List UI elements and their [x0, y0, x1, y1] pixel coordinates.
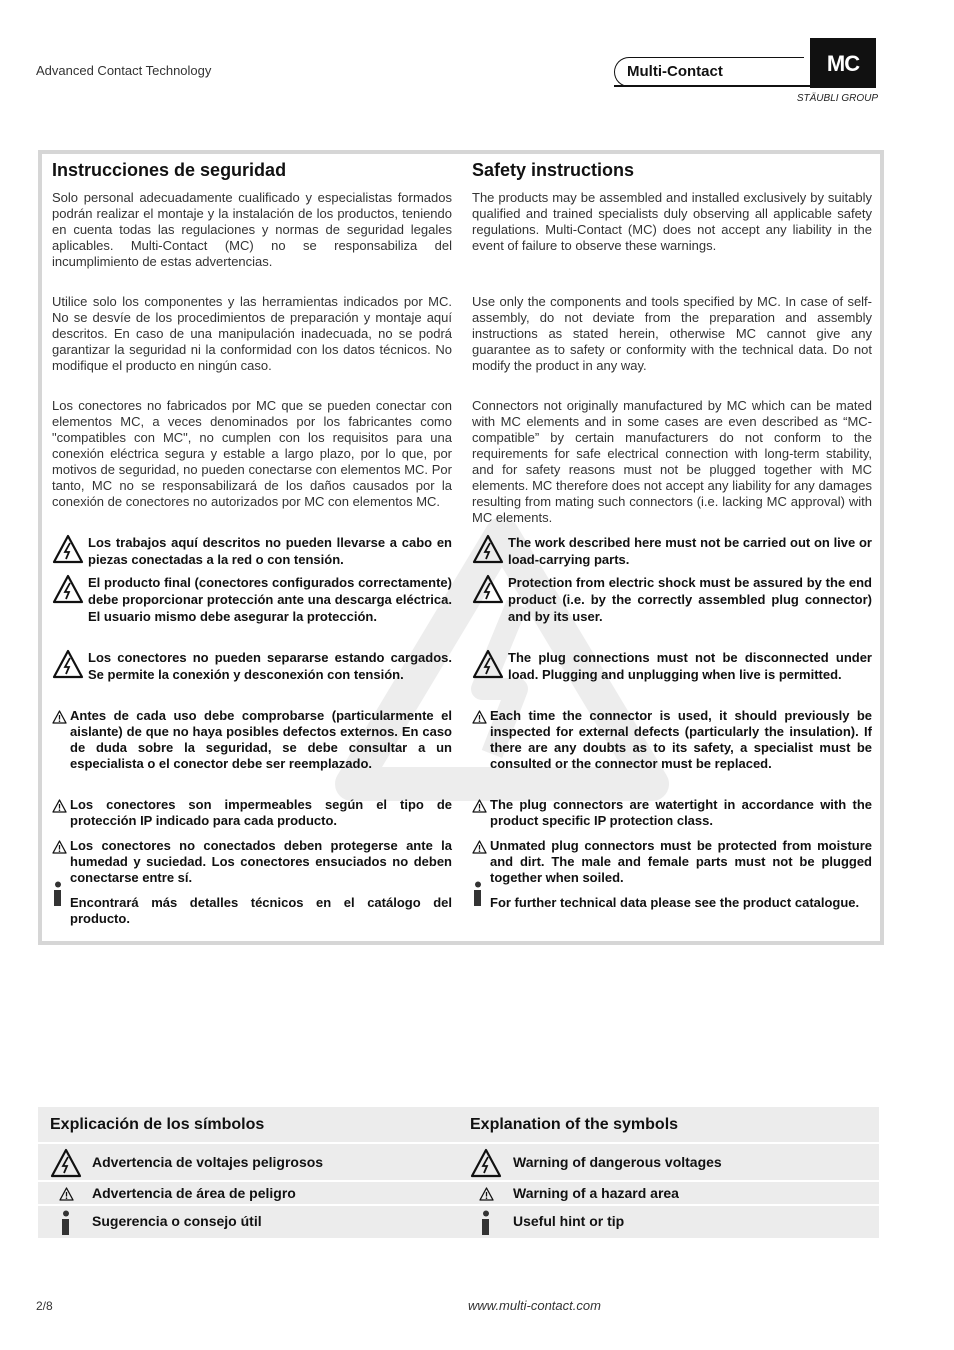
voltage-warning-icon [472, 649, 504, 679]
hazard-warning-es-1: Antes de cada uso debe comprobarse (particularmente el aislante) de que no haya posibles defectos externos. En caso de duda sobre la seguridad, se debe consultar a un especialista o el conector debe ser reemplazado. [52, 708, 452, 772]
voltage-warning-icon [470, 1148, 502, 1178]
symbol-row-hazard [38, 1180, 879, 1204]
voltage-warning-es-1: Los trabajos aquí descritos no pueden llevarse a cabo en piezas conectadas a la red o con tensión. [52, 534, 452, 568]
brand-name: Multi-Contact [627, 63, 723, 80]
page-number: 2/8 [36, 1299, 53, 1313]
hazard-warning-en-3: Unmated plug connectors must be protected from moisture and dirt. The male and female parts must not be plugged together when soiled. [472, 838, 872, 886]
hazard-warning-icon [479, 1187, 494, 1201]
symbols-title-en: Explanation of the symbols [470, 1116, 679, 1133]
info-icon [480, 1210, 492, 1236]
safety-paragraph-es-2: Utilice solo los componentes y las herramientas indicados por MC. No se desvíe de los procedimientos de preparación y montaje aquí descritos. En caso de una manipulación inadecuada, no se podrá garantizar la seguridad ni la conformidad con los datos técnicos. No modifique el producto en ningún caso. [52, 294, 452, 373]
voltage-warning-en-1: The work described here must not be carried out on live or load-carrying parts. [472, 534, 872, 568]
hazard-warning-icon [52, 799, 67, 813]
voltage-warning-icon [52, 574, 84, 604]
hazard-warning-icon [52, 840, 67, 854]
voltage-warning-icon [50, 1148, 82, 1178]
safety-paragraph-es-3: Los conectores no fabricados por MC que se pueden conectar con elementos MC, a veces denominados por los fabricantes como "compatibles con MC", no cumplen con los requisitos para una conexión eléctrica segura y estable a largo plazo, por lo que, por motivos de seguridad, no pueden conectarse con elementos MC. Por tanto, MC no se responsabilizará de los daños causados por la conexión de conectores no autorizados por MC con elementos MC. [52, 398, 452, 509]
safety-column-es [52, 160, 452, 926]
symbol-label-es: Advertencia de voltajes peligrosos [92, 1154, 324, 1170]
voltage-warning-en-3: The plug connections must not be disconnected under load. Plugging and unplugging when live is permitted. [472, 649, 872, 683]
safety-instructions-box [38, 150, 884, 945]
header-tagline: Advanced Contact Technology [36, 63, 212, 78]
symbol-row-info [38, 1204, 879, 1238]
hazard-warning-icon [472, 799, 487, 813]
info-icon [472, 881, 484, 907]
brand-name-badge [614, 57, 804, 87]
voltage-warning-es-3: Los conectores no pueden separarse estando cargados. Se permite la conexión y desconexión con tensión. [52, 649, 452, 683]
website-url[interactable]: www.multi-contact.com [468, 1298, 601, 1313]
info-note-es: Encontrará más detalles técnicos en el catálogo del producto. [52, 895, 452, 927]
safety-paragraph-es-1: Solo personal adecuadamente cualificado y especialistas formados podrán realizar el montaje y la instalación de los productos, teniendo en cuenta todas las regulaciones y normas de seguridad legales aplicables. Multi-Contact (MC) no se responsabiliza del incumplimiento de estas advertencias. [52, 190, 452, 269]
info-icon [60, 1210, 72, 1236]
hazard-warning-es-3: Los conectores no conectados deben protegerse ante la humedad y suciedad. Los conectores ensuciados no deben conectarse entre sí. [52, 838, 452, 886]
symbols-legend-header [38, 1107, 879, 1142]
voltage-warning-en-2: Protection from electric shock must be assured by the end product (i.e. by the correctly assembled plug connector) and by its user. [472, 574, 872, 625]
voltage-warning-icon [472, 534, 504, 564]
hazard-warning-icon [472, 710, 487, 724]
symbol-label-es: Advertencia de área de peligro [92, 1185, 296, 1201]
voltage-warning-es-2: El producto final (conectores configurados correctamente) debe proporcionar protección ante una descarga eléctrica. El usuario mismo debe asegurar la protección. [52, 574, 452, 625]
info-icon [52, 881, 64, 907]
voltage-warning-icon [52, 534, 84, 564]
symbol-row-voltage [38, 1142, 879, 1180]
hazard-warning-es-2: Los conectores son impermeables según el tipo de protección IP indicado para cada producto. [52, 797, 452, 829]
symbols-legend [38, 1107, 879, 1238]
symbol-label-es: Sugerencia o consejo útil [92, 1213, 262, 1229]
hazard-warning-icon [59, 1187, 74, 1201]
safety-title-en: Safety instructions [472, 160, 635, 180]
hazard-warning-icon [52, 710, 67, 724]
hazard-warning-en-2: The plug connectors are watertight in accordance with the product specific IP protection class. [472, 797, 872, 829]
brand-group: STÄUBLI GROUP [796, 93, 878, 104]
voltage-warning-icon [52, 649, 84, 679]
symbol-label-en: Warning of dangerous voltages [513, 1154, 722, 1170]
symbol-label-en: Useful hint or tip [513, 1213, 625, 1229]
safety-title-es: Instrucciones de seguridad [52, 160, 287, 180]
safety-paragraph-en-3: Connectors not originally manufactured by MC which can be mated with MC elements and in some cases are even described as “MC-compatible” by certain manufacturers do not conform to the requirements for safe electrical connection with long-term stability, and for safety reasons must not be plugged together with MC elements. MC therefore does not accept any liability for any damages resulting from mating such connectors (i.e. lacking MC approval) with MC elements. [472, 398, 872, 525]
hazard-warning-en-1: Each time the connector is used, it should previously be inspected for external defects (particularly the insulation). If there are any doubts as to its safety, a specialist must be consulted or the connector must be replaced. [472, 708, 872, 772]
voltage-warning-icon [472, 574, 504, 604]
safety-paragraph-en-1: The products may be assembled and installed exclusively by suitably qualified and trained specialists duly observing all applicable safety regulations. Multi-Contact (MC) does not accept any liability in the event of failure to observe these warnings. [472, 190, 872, 253]
hazard-warning-icon [472, 840, 487, 854]
symbols-title-es: Explicación de los símbolos [50, 1116, 265, 1133]
safety-column-en [472, 160, 872, 910]
brand-underline [614, 85, 810, 87]
brand-logo: MC [810, 38, 876, 88]
symbol-label-en: Warning of a hazard area [513, 1185, 679, 1201]
safety-paragraph-en-2: Use only the components and tools specified by MC. In case of self-assembly, do not deviate from the preparation and assembly instructions as stated herein, otherwise MC cannot give any guarantee as to safety or conformity with the technical data. Do not modify the product in any way. [472, 294, 872, 373]
info-note-en: For further technical data please see the product catalogue. [472, 895, 872, 911]
